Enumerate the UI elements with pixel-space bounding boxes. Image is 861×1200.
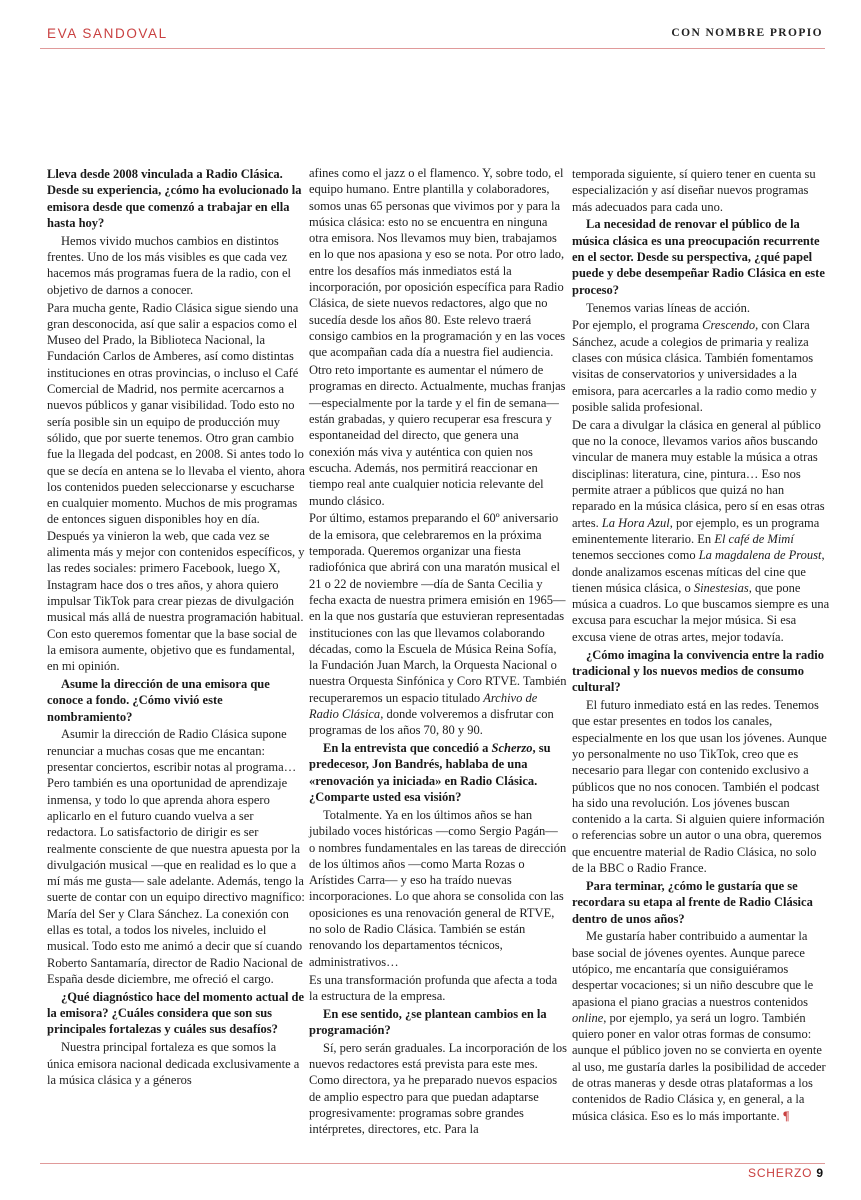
section-title: CON NOMBRE PROPIO bbox=[671, 27, 823, 39]
question-4-text-end: su predecesor, Jon Bandrés, hablaba de una «renovación ya iniciada» en Radio Clásica. ¿Comparte usted esa visión? bbox=[309, 741, 551, 805]
author-name: EVA SANDOVAL bbox=[47, 26, 168, 41]
magazine-brand: SCHERZO bbox=[748, 1166, 813, 1180]
page-number: 9 bbox=[816, 1166, 823, 1180]
online-term: online bbox=[572, 1010, 604, 1025]
answer-6-text: Por ejemplo, el programa bbox=[572, 318, 700, 333]
answer-6-text-6: , donde analizamos escenas míticas del cine que tienen música clásica, o bbox=[572, 548, 825, 595]
answer-2: Asumir la dirección de Radio Clásica supone renunciar a muchas cosas que me encantan: presentar conciertos, escribir notas al programa… Pero también es una oportunidad de aprendizaje inmensa, y todo lo que aprenda ahora espero aplicarlo en el futuro cuando vuelva a ser redactora. Lo satisfactorio de dirigir es ser realmente consciente de que nuestra apuesta por la divulgación musical —que en realidad es lo que a mí más me gusta— sale adelante. Además, tengo la suerte de contar con un equipo directivo magnífico: María del Ser y Clara Sánchez. La conexión con ellas es total, a todos los niveles, incluido el musical. Todo esto me animó a decir que sí cuando Roberto Santamaría, director de Radio Nacional de España desde diciembre, me ofreció el cargo. bbox=[47, 727, 305, 986]
question-3: ¿Qué diagnóstico hace del momento actual de la emisora? ¿Cuáles considera que son sus principales fortalezas y cuáles sus desafíos? bbox=[47, 989, 305, 1037]
question-1: Lleva desde 2008 vinculada a Radio Clásica. Desde su experiencia, ¿cómo ha evolucionado la emisora desde que comenzó a trabajar en ella hasta hoy? bbox=[47, 167, 302, 230]
answer-4: Totalmente. Ya en los últimos años se han jubilado voces históricas —como Sergio Pagán— o nombres fundamentales en las tareas de dirección de los últimos años —como Marta Rozas o Arístides Carra— y eso ha traído nuevas incorporaciones. Lo que ahora se consolida con las oposiciones es una renovación general de RTVE, no solo de Radio Clásica. También se están renovando los departamentos técnicos, administrativos… bbox=[309, 807, 567, 969]
section-magdalena: La magdalena de Proust bbox=[698, 548, 822, 563]
answer-6-para-2 bbox=[572, 317, 830, 415]
answer-8 bbox=[572, 928, 830, 1124]
answer-8-text: Me gustaría haber contribuido a aumentar la base social de jóvenes oyentes. Aunque parece utópico, me encantaría que consiguiéramos despertar vocaciones; si un niño descubre que le apasiona el piano gracias a nuestros contenidos bbox=[572, 929, 814, 1009]
answer-6-text-3: De cara a divulgar la clásica en general al público que no la conoce, llevamos varios años buscando vincular de manera muy estable la música a otras disciplinas: literatura, cine, pintura… Eso nos permite atraer a públicos que quizá no han reparado en la música clásica, pero sí en esas otras artes. bbox=[572, 417, 825, 530]
answer-6-text-4: , por ejemplo, es un programa eminentemente literario. En bbox=[572, 515, 820, 546]
answer-3-text-end: , donde volveremos a disfrutar con programas de los años 70, 80 y 90. bbox=[309, 706, 554, 738]
program-title: Archivo de Radio Clásica bbox=[309, 690, 538, 721]
magazine-title: Scherzo bbox=[491, 741, 533, 756]
answer-7: El futuro inmediato está en las redes. Tenemos que estar presentes en todos los canales, especialmente en los que usan los jóvenes. Aunque yo personalmente no uso TikTok, creo que es necesario para llegar con contenido exclusivo a públicos que no nos conocen. También el podcast ha sido una revolución. Los jóvenes buscan contenido a la carta. Si alguien quiere información o referencias sobre un autor o una obra, queremos que encuentre material de Radio Clásica, no solo de la BBC o Radio France. bbox=[572, 698, 827, 876]
answer-1: Hemos vivido muchos cambios en distintos frentes. Uno de los más visibles es que cada vez hacemos más programas fuera de la radio, con el objetivo de darnos a conocer. bbox=[47, 233, 291, 297]
question-5: En ese sentido, ¿se plantean cambios en la programación? bbox=[309, 1006, 547, 1037]
answer-3-para-3 bbox=[309, 510, 567, 738]
program-crescendo: Crescendo bbox=[702, 318, 756, 333]
answer-1-cont: Para mucha gente, Radio Clásica sigue siendo una gran desconocida, así que salir a espacios como el Museo del Prado, la Biblioteca Nacional, la Fundación Carlos de Amberes, así como distintas instituciones en otras provincias, o incluso el Café Comercial de Madrid, nos permite acercarnos a nuevos públicos y ganar visibilidad. Todo esto no sería posible sin un equipo de producción muy sólido, que por suerte tenemos. Otro gran cambio fue la llegada del podcast, en 2008. Si antes todo lo que se decía en antena se lo llevaba el viento, ahora los contenidos pueden seleccionarse y escucharse en cualquier momento. Muchos de mis programas de entonces siguen disponibles hoy en día. Después ya vinieron la web, que cada vez se alimenta más y mejor con contenidos específicos, y las redes sociales: primero Facebook, luego X, Instagram hace dos o tres años, y ahora quiero impulsar TikTok para crear piezas de divulgación musical más allá de nuestra programación habitual. Con esto queremos fomentar que la base social de la emisora aumente, objetivo que es fundamental, en mi opinión. bbox=[47, 300, 305, 674]
answer-3-para-2: Otro reto importante es aumentar el número de programas en directo. Actualmente, muchas franjas —especialmente por la tarde y el fin de semana— están grabadas, y quiero recuperar esa frescura y espontaneidad del directo, que genera una conexión más viva y auténtica con quien nos escucha. Además, nos permitirá reaccionar en tiempo real ante cualquier noticia relevante del mundo clásico. bbox=[309, 363, 566, 508]
question-6: La necesidad de renovar el público de la música clásica es una preocupación recurrente en el sector. Desde su perspectiva, ¿qué papel puede y debe desempeñar Radio Clásica en este proceso? bbox=[572, 217, 825, 297]
section-sinestesias: Sinestesias bbox=[693, 580, 749, 595]
question-4-text: En la entrevista que concedió a bbox=[323, 741, 489, 756]
answer-3-cont: afines como el jazz o el flamenco. Y, sobre todo, el equipo humano. Entre plantilla y colaboradores, somos unas 65 personas que vivimos por y para la música clásica: esto no se encuentra en ninguna otra emisora. Nos llevamos muy bien, trabajamos en lo que nos apasiona y eso se nota. Por otro lado, entre los desafíos más inmediatos está la incorporación, por oposición específica para Radio Clásica, de siete nuevos redactores, algo que no sucedía desde los años 80. Este relevo traerá consigo cambios en la programación y en las voces que acompañan cada día a nuestra fiel audiencia. bbox=[309, 166, 566, 360]
program-hora-azul: La Hora Azul bbox=[601, 515, 670, 530]
answer-8-text-2: , por ejemplo, ya será un logro. También quiero poner en valor otras formas de consumo: aunque el público joven no se convierta en oyente al uso, me gustaría darles la posibilidad de acceder de otras maneras y desde otras plataformas a los contenidos de Radio Clásica y, en general, a la música clásica. Eso es lo más importante. bbox=[572, 1010, 826, 1123]
answer-6-text-5: tenemos secciones como bbox=[572, 548, 696, 563]
end-of-article-icon: ¶ bbox=[782, 1108, 790, 1123]
article-column-2 bbox=[309, 165, 567, 1139]
answer-5: Sí, pero serán graduales. La incorporación de los nuevos redactores está prevista para este mes. Como directora, ya he preparado nuevos espacios de amplio espectro para que puedan adaptarse progresivamente: programas sobre grandes intérpretes, directores, etc. Para la bbox=[309, 1040, 568, 1137]
header-rule bbox=[40, 48, 825, 49]
question-4: En la entrevista que concedió a Scherzo, su predecesor, Jon Bandrés, hablaba de una «renovación ya iniciada» en Radio Clásica. ¿Comparte usted esa visión? bbox=[309, 741, 551, 805]
footer-rule bbox=[40, 1163, 825, 1164]
answer-6-para-3 bbox=[572, 417, 830, 645]
answer-6-text-2: , con Clara Sánchez, acude a colegios de primaria y realiza clases con música clásica. También fomentamos visitas de conservatorios y universidades a la emisora, para acercarles a la radio como medio y posible salida profesional. bbox=[572, 318, 817, 414]
article-column-3 bbox=[572, 166, 830, 1126]
question-7: ¿Cómo imagina la convivencia entre la radio tradicional y los nuevos medios de consumo cultural? bbox=[572, 647, 824, 695]
program-cafe-mimi: El café de Mimí bbox=[714, 531, 794, 546]
question-2: Asume la dirección de una emisora que conoce a fondo. ¿Cómo vivió este nombramiento? bbox=[47, 676, 270, 724]
question-8: Para terminar, ¿cómo le gustaría que se recordara su etapa al frente de Radio Clásica dentro de unos años? bbox=[572, 878, 813, 926]
footer bbox=[748, 1166, 823, 1180]
answer-3-text: Por último, estamos preparando el 60º aniversario de la emisora, que celebraremos en la próxima temporada. Queremos organizar una fiesta radiofónica que abrirá con una maratón musical el 21 o 22 de noviembre —día de Santa Cecilia y fecha exacta de nuestra primera emisión en 1965— en la que nos gustaría que estuvieran representadas instituciones con las que llevamos colaborando décadas, como la Escuela de Música Reina Sofía, la Fundación Juan March, la Orquesta Nacional o nuestra Orquesta Sinfónica y Coro RTVE. También recuperaremos un espacio titulado bbox=[309, 511, 567, 705]
article-column-1 bbox=[47, 165, 305, 1090]
answer-6-text-7: , que pone música a cuadros. Lo que buscamos siempre es una excusa para escuchar la mejor música. Si esa excusa viene de otras artes, mejor todavía. bbox=[572, 580, 830, 644]
answer-4-cont: Es una transformación profunda que afecta a toda la estructura de la empresa. bbox=[309, 972, 558, 1003]
answer-3: Nuestra principal fortaleza es que somos la única emisora nacional dedicada exclusivamente a la música clásica y a géneros bbox=[47, 1040, 300, 1087]
answer-5-cont: temporada siguiente, sí quiero tener en cuenta su especialización y así diseñar nuevos programas más adecuados para cada uno. bbox=[572, 167, 816, 214]
answer-6: Tenemos varias líneas de acción. bbox=[586, 300, 750, 315]
